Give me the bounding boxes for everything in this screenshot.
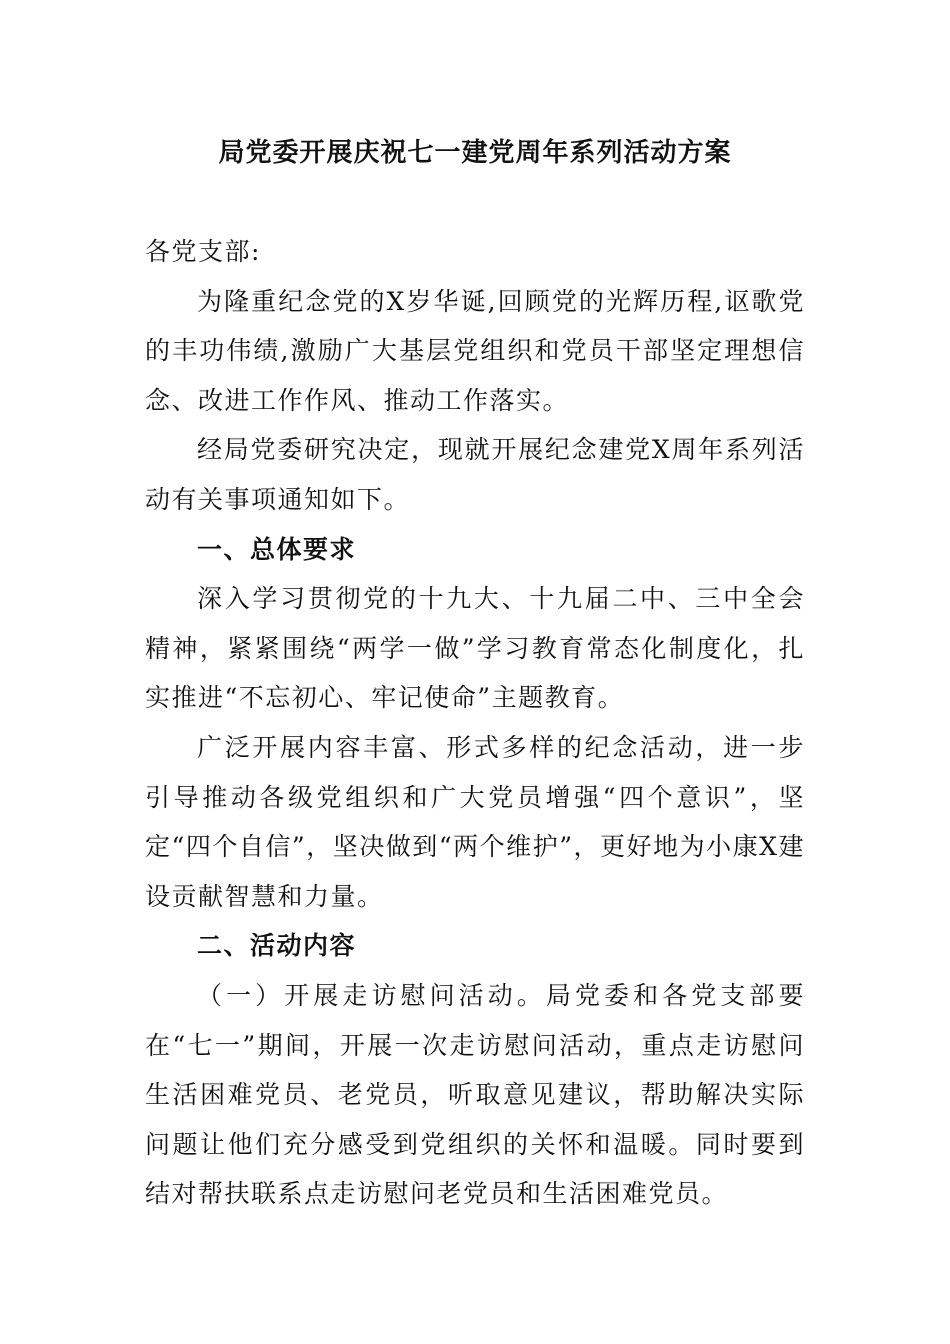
section1-paragraph-1: 深入学习贯彻党的十九大、十九届二中、三中全会精神，紧紧围绕“两学一做”学习教育常态化制度化，扎实推进“不忘初心、牢记使命”主题教育。 [145, 584, 805, 713]
intro-paragraph-2: 经局党委研究决定，现就开展纪念建党X周年系列活动有关事项通知如下。 [145, 435, 805, 514]
document-title: 局党委开展庆祝七一建党周年系列活动方案 [218, 138, 732, 168]
intro-paragraph-1: 为隆重纪念党的X岁华诞,回顾党的光辉历程,讴歌党的丰功伟绩,激励广大基层党组织和党员干部坚定理想信念、改进工作作风、推动工作落实。 [145, 286, 805, 415]
section2-paragraph-1: （一）开展走访慰问活动。局党委和各党支部要在“七一”期间，开展一次走访慰问活动，重点走访慰问生活困难党员、老党员，听取意见建议，帮助解决实际问题让他们充分感受到党组织的关怀和温暖。同时要到结对帮扶联系点走访慰问老党员和生活困难党员。 [145, 980, 805, 1209]
section-heading-general-requirements: 一、总体要求 [197, 534, 357, 564]
section1-paragraph-2: 广泛开展内容丰富、形式多样的纪念活动，进一步引导推动各级党组织和广大党员增强“四个意识”，坚定“四个自信”，坚决做到“两个维护”，更好地为小康X建设贡献智慧和力量。 [145, 732, 805, 911]
salutation: 各党支部: [145, 237, 261, 266]
document-body [145, 227, 805, 1219]
section-heading-activity-content: 二、活动内容 [197, 931, 357, 961]
